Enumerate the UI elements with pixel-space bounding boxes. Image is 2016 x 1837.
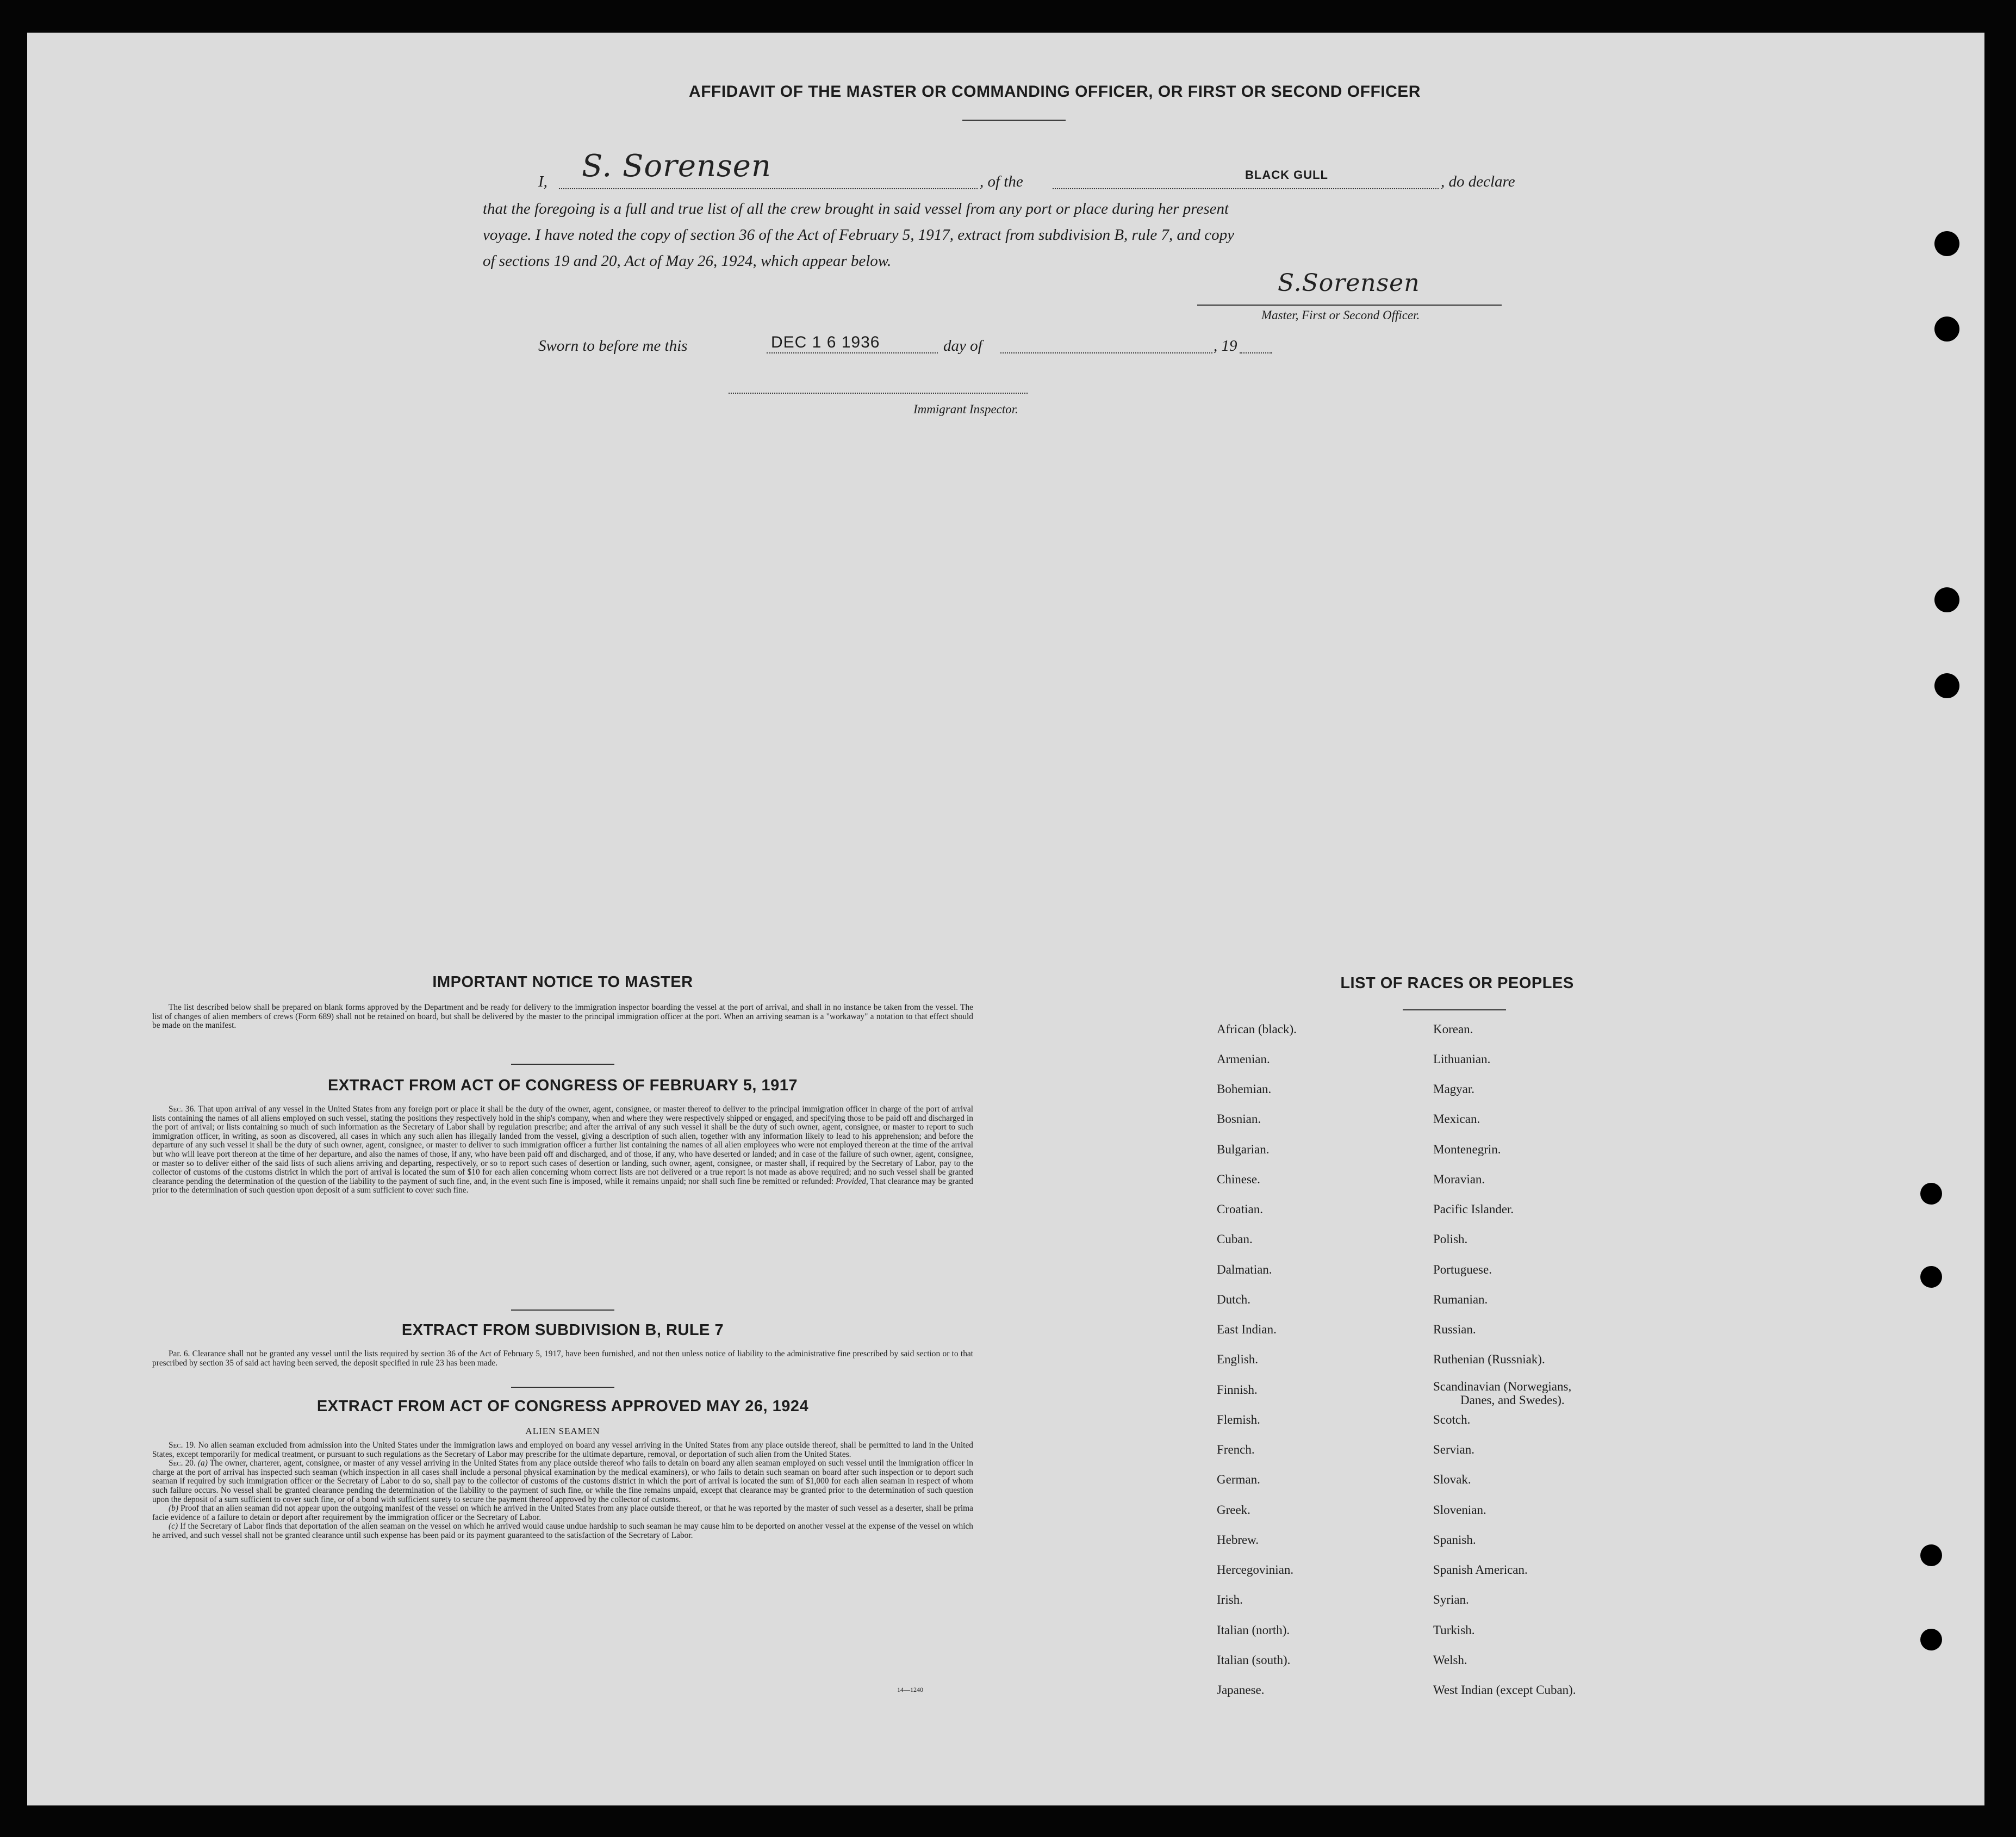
- race-item: East Indian.: [1217, 1323, 1277, 1336]
- sec-20c-label: (c): [169, 1522, 178, 1531]
- race-item: French.: [1217, 1443, 1255, 1456]
- year-line: [1240, 352, 1272, 353]
- race-item: Ruthenian (Russniak).: [1433, 1352, 1545, 1366]
- sec-36-body: That upon arrival of any vessel in the United States from any foreign port or place it shall be the duty of the owner, agent, consignee, or master thereof to deliver to the principal immigration officer in charge of the port of arrival lists containing the names of all aliens employed on such vessel, stating the positions they respectively hold in the ship's company, when and where they were respectively shipped or engaged, and specifying those to be paid off and discharged in the port of arrival; or lists containing so much of such information as the Secretary of Labor shall by regulation prescribe; and after the arrival of any such vessel it shall be the duty of such owner, agent, consignee, or master to report to such immigration officer, in writing, as soon as discovered, all cases in which any such alien has illegally landed from the vessel, giving a description of such alien, together with any information likely to lead to his apprehension; and before the departure of any such vessel it shall be the duty of such owner, agent, consignee, or master to deliver to such immigration officer a further list containing the names of all alien employees who were not employed thereon at the time of the arrival but who will leave port thereon at the time of her departure, and also the names of those, if any, who have been paid off and discharged, and of those, if any, who have deserted or landed; and in case of the failure of such owner, agent, consignee, or master so to deliver either of the said lists of such aliens arriving and departing, respectively, or so to report such cases of desertion or landing, such owner, agent, consignee, or master shall, if required by the Secretary of Labor, pay to the collector of customs of the customs district in which the port of arrival is located the sum of $10 for each alien concerning whom correct lists are not delivered or a true report is not made as above required; and no such vessel shall be granted clearance pending the determination of the question of the liability to the payment of such fine, and, in the event such fine is imposed, while it remains unpaid; nor shall such fine be remitted or refunded:: [152, 1104, 973, 1186]
- race-item: Hebrew.: [1217, 1533, 1259, 1547]
- race-item: Servian.: [1433, 1443, 1475, 1456]
- inspector-signature-line: [729, 393, 1028, 394]
- punch-hole-icon: [1920, 1183, 1942, 1205]
- race-item: Bosnian.: [1217, 1112, 1261, 1126]
- sworn-date-stamp: DEC 1 6 1936: [771, 333, 880, 351]
- day-of-text: day of: [943, 337, 982, 355]
- divider: [511, 1310, 614, 1311]
- vessel-name-line: [1053, 188, 1439, 189]
- notice-text: [152, 1003, 973, 1031]
- race-item: Turkish.: [1433, 1623, 1475, 1637]
- race-item: Japanese.: [1217, 1683, 1265, 1697]
- master-name-signature: S. Sorensen: [582, 148, 771, 184]
- race-item: Bulgarian.: [1217, 1143, 1270, 1156]
- race-item: Lithuanian.: [1433, 1052, 1491, 1066]
- title-divider: [962, 120, 1066, 121]
- master-name-line: [559, 188, 978, 189]
- race-item: English.: [1217, 1352, 1259, 1366]
- form-number: 14—1240: [897, 1686, 923, 1693]
- race-item: Greek.: [1217, 1503, 1250, 1517]
- officer-caption: Master, First or Second Officer.: [1261, 308, 1420, 322]
- officer-signature-line: [1197, 305, 1502, 306]
- race-item: Spanish.: [1433, 1533, 1476, 1547]
- section-36-paragraph: [152, 1105, 973, 1195]
- officer-signature: S.Sorensen: [1278, 269, 1420, 297]
- of-the-text: , of the: [980, 173, 1023, 190]
- sworn-prefix: Sworn to before me this: [538, 337, 688, 355]
- race-item: Scandinavian (Norwegians,: [1433, 1380, 1572, 1393]
- sec-20b-label: (b): [169, 1504, 178, 1513]
- sec-20a-label: (a): [197, 1459, 208, 1468]
- sec-20c-body: If the Secretary of Labor finds that deportation of the alien seaman on the vessel on which he arrived would cause undue hardship to such seaman he may cause him to be deported on another vessel at the expense of the vessel on which he arrived, and such vessel shall not be granted clearance until such expense has been paid or its payment guaranteed to the satisfaction of the Secretary of Labor.: [152, 1522, 973, 1540]
- race-item: Hercegovinian.: [1217, 1563, 1294, 1577]
- affidavit-title: AFFIDAVIT OF THE MASTER OR COMMANDING OFFICER, OR FIRST OR SECOND OFFICER: [689, 83, 1421, 101]
- race-item: Finnish.: [1217, 1383, 1258, 1397]
- divider: [511, 1387, 614, 1388]
- section-19-paragraph: [152, 1441, 973, 1459]
- divider: [511, 1064, 614, 1065]
- sec-20-label: Sec. 20.: [169, 1459, 196, 1468]
- race-item: Cuban.: [1217, 1232, 1253, 1246]
- race-item: Slovak.: [1433, 1473, 1471, 1486]
- race-item: German.: [1217, 1473, 1260, 1486]
- affidavit-line-3: voyage. I have noted the copy of section 36 of the Act of February 5, 1917, extract from subdivision B, rule 7, and copy: [483, 226, 1235, 244]
- race-item: Polish.: [1433, 1232, 1468, 1246]
- races-title: LIST OF RACES OR PEOPLES: [1340, 975, 1574, 992]
- extract-1924-text: [152, 1441, 973, 1541]
- rule7-paragraph: Par. 6. Clearance shall not be granted any vessel until the lists required by section 36 of the Act of February 5, 1917, have been furnished, and not then unless notice of liability to the administrative fine prescribed by said section or to that prescribed by section 35 of said act having been served, the deposit specified in rule 23 has been made.: [152, 1349, 973, 1368]
- sec-36-label: Sec. 36.: [169, 1104, 196, 1114]
- race-item: Moravian.: [1433, 1172, 1485, 1186]
- punch-hole-icon: [1920, 1266, 1942, 1288]
- extract-rule7-title: EXTRACT FROM SUBDIVISION B, RULE 7: [401, 1321, 724, 1339]
- section-20a-paragraph: [152, 1459, 973, 1504]
- race-item: Dalmatian.: [1217, 1263, 1272, 1276]
- race-item: Korean.: [1433, 1022, 1473, 1036]
- race-item: Scotch.: [1433, 1413, 1471, 1426]
- punch-hole-icon: [1934, 231, 1959, 256]
- punch-hole-icon: [1934, 587, 1959, 612]
- race-item: West Indian (except Cuban).: [1433, 1683, 1576, 1697]
- proviso-text: That clearance may be granted prior to the determination of such question upon deposit of a sum sufficient to cover such fine.: [152, 1176, 973, 1195]
- affidavit-line-2: that the foregoing is a full and true list of all the crew brought in said vessel from any port or place during her present: [483, 200, 1229, 218]
- race-item: Russian.: [1433, 1323, 1476, 1336]
- affidavit-i: I,: [538, 173, 547, 190]
- vessel-name: BLACK GULL: [1245, 168, 1328, 182]
- race-item-continuation: Danes, and Swedes).: [1460, 1393, 1565, 1407]
- section-20c-paragraph: [152, 1522, 973, 1540]
- punch-hole-icon: [1934, 316, 1959, 342]
- affidavit-line-1: [538, 148, 1571, 196]
- sec-20a-body: The owner, charterer, agent, consignee, or master of any vessel arriving in the United States from any place outside thereof who fails to detain on board any alien seaman employed on such vessel until the immigration officer in charge at the port of arrival has inspected such seaman (which inspection in all cases shall include a personal physical examination by the medical examiners), or who fails to detain such seaman on board after such inspection or to deport such seaman if required by such immigration officer or the Secretary of Labor to do so, shall pay to the collector of customs of the customs district in which the port of arrival is located the sum of $1,000 for each alien seaman in respect of whom such failure occurs. No vessel shall be granted clearance pending the determination of the liability to the payment of such fine, or while the fine remains unpaid, except that clearance may be granted prior to the determination of such question upon the deposit of a sum sufficient to cover such fine, or of a bond with sufficient surety to secure the payment thereof approved by the collector of customs.: [152, 1459, 973, 1504]
- race-item: Bohemian.: [1217, 1082, 1272, 1096]
- sec-19-label: Sec. 19.: [169, 1441, 196, 1450]
- race-item: Dutch.: [1217, 1293, 1250, 1306]
- race-item: Italian (south).: [1217, 1653, 1291, 1667]
- section-20b-paragraph: [152, 1504, 973, 1522]
- alien-seamen-subtitle: ALIEN SEAMEN: [525, 1426, 600, 1436]
- race-item: Pacific Islander.: [1433, 1202, 1514, 1216]
- inspector-caption: Immigrant Inspector.: [913, 402, 1018, 416]
- do-declare-text: , do declare: [1441, 173, 1515, 190]
- punch-hole-icon: [1934, 673, 1959, 698]
- race-item: Syrian.: [1433, 1593, 1469, 1606]
- extract-1917-title: EXTRACT FROM ACT OF CONGRESS OF FEBRUARY 5, 1917: [327, 1077, 798, 1094]
- month-line: [1000, 352, 1212, 353]
- race-item: Portuguese.: [1433, 1263, 1492, 1276]
- affidavit-line-4: of sections 19 and 20, Act of May 26, 1924, which appear below.: [483, 252, 892, 270]
- race-item: Armenian.: [1217, 1052, 1270, 1066]
- race-item: Italian (north).: [1217, 1623, 1290, 1637]
- proviso-label: Provided,: [836, 1176, 868, 1186]
- race-item: Montenegrin.: [1433, 1143, 1501, 1156]
- race-item: Rumanian.: [1433, 1293, 1488, 1306]
- punch-hole-icon: [1920, 1544, 1942, 1566]
- race-item: African (black).: [1217, 1022, 1297, 1036]
- race-item: Spanish American.: [1433, 1563, 1528, 1577]
- race-item: Irish.: [1217, 1593, 1243, 1606]
- sec-19-body: No alien seaman excluded from admission into the United States under the immigration laws and employed on board any vessel arriving in the United States from any place outside thereof, shall be permitted to land in the United States, except temporarily for medical treatment, or pursuant to such regulations as the Secretary of Labor may prescribe for the ultimate departure, removal, or deportation of such alien from the United States.: [152, 1441, 973, 1459]
- year-prefix: , 19: [1214, 337, 1237, 355]
- notice-paragraph: The list described below shall be prepared on blank forms approved by the Department and be ready for delivery to the immigration inspector boarding the vessel at the port of arrival, and shall in no instance be taken from the vessel. The list of changes of alien members of crews (Form 689) shall not be retained on board, but shall be delivered by the master to the principal immigration officer at the port. When an arriving seaman is a "workaway" a notation to that effect should be made on the manifest.: [152, 1003, 973, 1031]
- race-item: Slovenian.: [1433, 1503, 1486, 1517]
- sec-20b-body: Proof that an alien seaman did not appear upon the outgoing manifest of the vessel on which he arrived in the United States from any place outside thereof, or that he was reported by the master of such vessel as a deserter, shall be prima facie evidence of a failure to detain or deport after requirement by the immigration officer or the Secretary of Labor.: [152, 1504, 973, 1522]
- notice-title: IMPORTANT NOTICE TO MASTER: [432, 973, 693, 991]
- race-item: Flemish.: [1217, 1413, 1260, 1426]
- race-item: Magyar.: [1433, 1082, 1475, 1096]
- race-item: Mexican.: [1433, 1112, 1480, 1126]
- document-page: [27, 33, 1984, 1805]
- race-item: Croatian.: [1217, 1202, 1263, 1216]
- extract-1924-title: EXTRACT FROM ACT OF CONGRESS APPROVED MAY 26, 1924: [316, 1398, 809, 1415]
- divider: [1403, 1009, 1506, 1010]
- sworn-line: [538, 333, 1299, 360]
- punch-hole-icon: [1920, 1629, 1942, 1650]
- extract-rule7-text: [152, 1350, 973, 1368]
- extract-1917-text: [152, 1105, 973, 1195]
- race-item: Welsh.: [1433, 1653, 1467, 1667]
- race-item: Chinese.: [1217, 1172, 1260, 1186]
